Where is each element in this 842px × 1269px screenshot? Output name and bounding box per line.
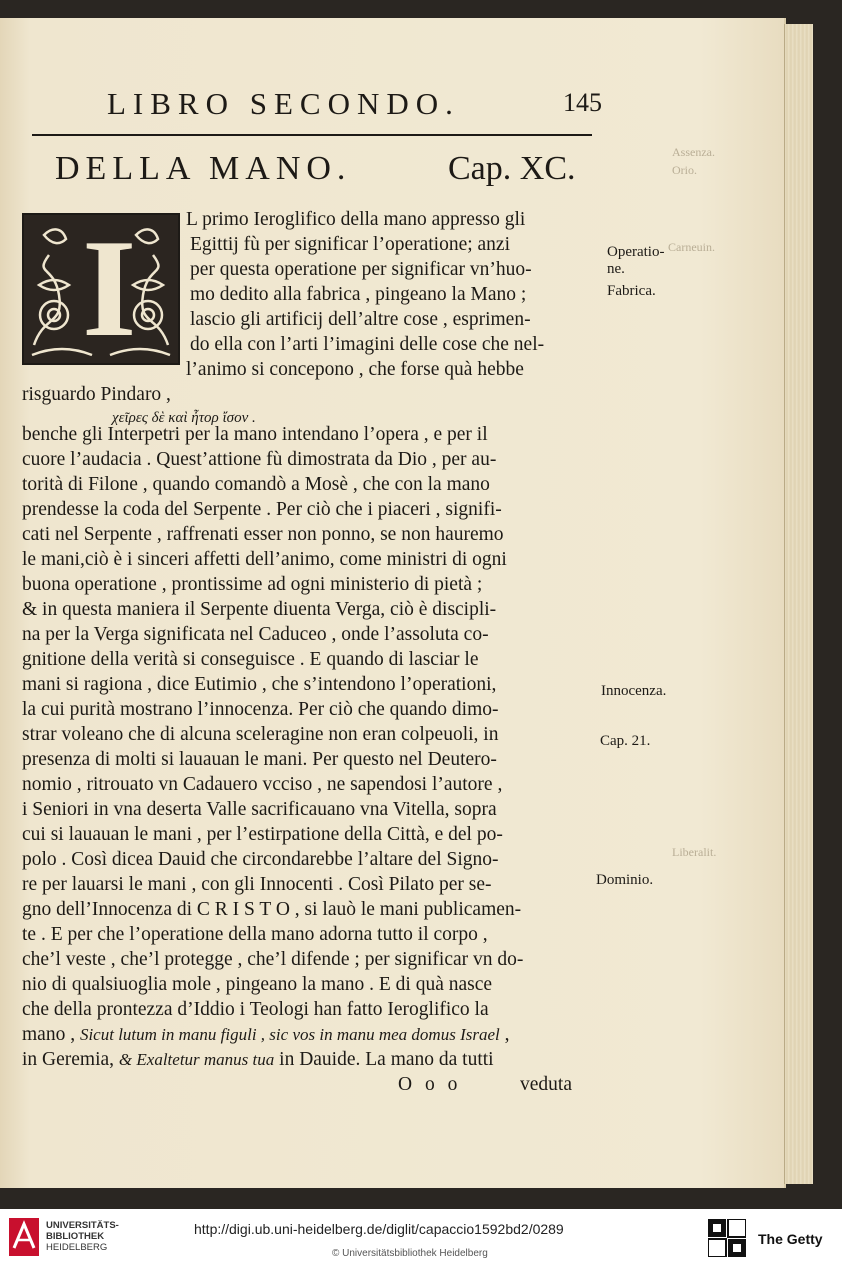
university-name-line: BIBLIOTHEK: [46, 1231, 105, 1242]
line-lead: in Geremia,: [22, 1049, 119, 1070]
chapter-number: Cap. XC.: [448, 150, 576, 187]
latin-quotation: Sicut lutum in manu figuli , sic vos in manu mea domus Israel: [79, 1025, 500, 1044]
text-line: l’animo si concepono , che forse quà hebbe: [186, 359, 524, 380]
partner-name: The Getty: [758, 1231, 823, 1247]
viewer-footer: [0, 1209, 842, 1269]
text-line: buona operatione , prontissime ad ogni ministerio di pietà ;: [22, 574, 483, 595]
university-name-line: HEIDELBERG: [46, 1242, 108, 1253]
text-line: & in questa maniera il Serpente diuenta Verga, ciò è discipli-: [22, 599, 497, 620]
line-lead: mano ,: [22, 1024, 80, 1045]
running-head: LIBRO SECONDO.: [107, 86, 460, 121]
permalink-url[interactable]: http://digi.ub.uni-heidelberg.de/diglit/capaccio1592bd2/0289: [194, 1221, 564, 1237]
margin-note: ne.: [607, 261, 625, 277]
text-line: la cui purità mostrano l’innocenza. Per ciò che quando dimo-: [22, 699, 499, 720]
greek-quotation: χεῖρες δὲ καὶ ἦτορ ἴσον .: [112, 410, 256, 426]
text-line: risguardo Pindaro ,: [22, 384, 171, 405]
text-line: le mani,ciò è i sinceri affetti dell’animo, come ministri di ogni: [22, 549, 507, 570]
text-line: L primo Ieroglifico della mano appresso gli: [186, 209, 526, 230]
text-line: gno dell’Innocenza di C R I S T O , si lauò le mani publicamen-: [22, 899, 522, 920]
text-line: benche gli Interpetri per la mano intendano l’opera , e per il: [22, 424, 488, 445]
page-number: 145: [563, 88, 602, 117]
bleed-through-text: Assenza.: [672, 145, 715, 159]
line-tail: ,: [499, 1024, 510, 1045]
text-line: nomio , ritrouato vn Cadauero vcciso , ne sapendosi l’autore ,: [22, 774, 503, 795]
text-line: lascio gli artificij dell’altre cose , esprimen-: [190, 309, 531, 330]
getty-logo-icon[interactable]: [708, 1219, 746, 1257]
latin-quotation-line: [22, 1023, 509, 1047]
university-logo-icon[interactable]: [9, 1218, 39, 1256]
text-line: i Seniori in vna deserta Valle sacrificauano vna Vitella, sopra: [22, 799, 497, 820]
bleed-through-text: Liberalit.: [672, 845, 717, 859]
text-line: Egittij fù per significar l’operatione; anzi: [190, 234, 511, 255]
copyright-notice: © Universitätsbibliothek Heidelberg: [332, 1248, 488, 1259]
signature-mark: O o o: [398, 1074, 462, 1095]
text-line: do ella con l’arti l’imagini delle cose che nel-: [190, 334, 545, 355]
text-line: nio di qualsiuoglia mole , pingeano la mano . E di quà nasce: [22, 974, 493, 995]
chapter-title: DELLA MANO.: [55, 150, 352, 187]
text-line: cui si lauauan le mani , per l’estirpatione della Città, e del po-: [22, 824, 503, 845]
page-edge: [784, 24, 813, 1184]
margin-note: Cap. 21.: [600, 733, 651, 749]
text-line: che’l veste , che’l protegge , che’l difende ; per significar vn do-: [22, 949, 524, 970]
header-rule: [32, 134, 592, 136]
margin-note: Fabrica.: [607, 283, 656, 299]
decorated-initial: [22, 213, 180, 365]
text-line: polo . Così dicea Dauid che circondarebbe l’altare del Signo-: [22, 849, 499, 870]
text-line: cuore l’audacia . Quest’attione fù dimostrata da Dio , per au-: [22, 449, 497, 470]
text-line: presenza di molti si lauauan le mani. Per questo nel Deutero-: [22, 749, 497, 770]
geremia-line: [22, 1048, 494, 1072]
text-line: gnitione della verità si conseguisce . E quando di lasciar le: [22, 649, 479, 670]
catchword: veduta: [520, 1074, 572, 1095]
page-header: [95, 86, 615, 126]
text-line: torità di Filone , quando comandò a Mosè , che con la mano: [22, 474, 490, 495]
text-line: strar voleano che di alcuna sceleragine non eran colpeuoli, in: [22, 724, 499, 745]
bleed-through-text: Carneuin.: [668, 240, 715, 254]
text-line: prendesse la coda del Serpente . Per ciò che i piaceri , signifi-: [22, 499, 502, 520]
text-line: te . E per che l’operatione della mano adorna tutto il corpo ,: [22, 924, 488, 945]
text-line: che della prontezza d’Iddio i Teologi han fatto Ieroglifico la: [22, 999, 489, 1020]
margin-note: Dominio.: [596, 872, 654, 888]
initial-letter: I: [82, 211, 137, 366]
text-line: mani si ragiona , dice Eutimio , che s’intendono l’operationi,: [22, 674, 497, 695]
bleed-through-text: Orio.: [672, 163, 697, 177]
text-line: na per la Verga significata nel Caduceo , onde l’assoluta co-: [22, 624, 489, 645]
line-tail: in Dauide. La mano da tutti: [274, 1049, 494, 1070]
latin-quotation: & Exaltetur manus tua: [118, 1050, 275, 1069]
text-line: cati nel Serpente , raffrenati esser non ponno, se non hauremo: [22, 524, 504, 545]
text-line: re per lauarsi le mani , con gli Innocenti . Così Pilato per se-: [22, 874, 492, 895]
text-line: mo dedito alla fabrica , pingeano la Mano ;: [190, 284, 527, 305]
university-name-line: UNIVERSITÄTS-: [46, 1220, 119, 1231]
text-line: per questa operatione per significar vn’huo-: [190, 259, 532, 280]
margin-note: Innocenza.: [601, 683, 667, 699]
university-name: [46, 1220, 119, 1253]
margin-note: Operatio-: [607, 244, 665, 260]
